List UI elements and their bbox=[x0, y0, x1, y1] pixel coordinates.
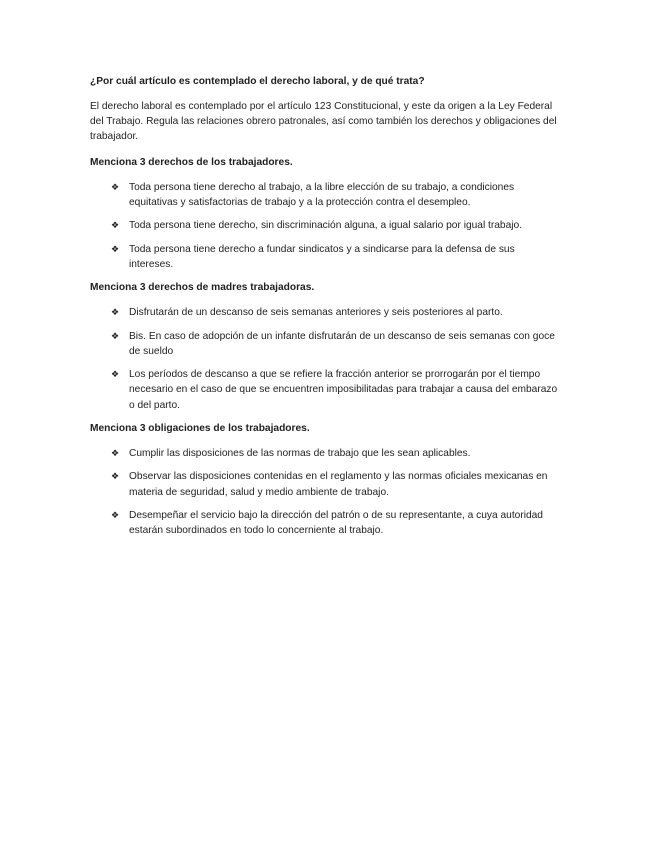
diamond-bullet-icon: ❖ bbox=[111, 447, 120, 458]
diamond-bullet-icon: ❖ bbox=[111, 471, 120, 482]
workers-rights-heading: Menciona 3 derechos de los trabajadores. bbox=[90, 156, 293, 168]
list-item bbox=[90, 508, 560, 538]
list-item bbox=[90, 329, 560, 359]
list-item-text: Toda persona tiene derecho, sin discriminación alguna, a igual salario por igual trabajo. bbox=[129, 220, 523, 232]
list-item-text: Toda persona tiene derecho al trabajo, a la libre elección de su trabajo, a condiciones equitativas y satisfactorias de trabajo y a la protección contra el desempleo. bbox=[129, 181, 515, 208]
list-item-text: Cumplir las disposiciones de las normas de trabajo que les sean aplicables. bbox=[129, 447, 471, 459]
list-item bbox=[90, 305, 560, 320]
diamond-bullet-icon: ❖ bbox=[111, 181, 120, 192]
list-item bbox=[90, 367, 560, 413]
question-heading: ¿Por cuál artículo es contemplado el derecho laboral, y de qué trata? bbox=[90, 76, 425, 87]
mothers-rights-list bbox=[90, 305, 560, 413]
diamond-bullet-icon: ❖ bbox=[111, 509, 120, 520]
diamond-bullet-icon: ❖ bbox=[111, 220, 120, 231]
obligations-list bbox=[90, 446, 560, 538]
list-item-text: Observar las disposiciones contenidas en el reglamento y las normas oficiales mexicanas en materia de seguridad, salud y medio ambiente de trabajo. bbox=[129, 471, 548, 498]
mothers-rights-heading: Menciona 3 derechos de madres trabajadoras. bbox=[90, 282, 315, 294]
obligations-heading: Menciona 3 obligaciones de los trabajadores. bbox=[90, 422, 310, 434]
diamond-bullet-icon: ❖ bbox=[111, 243, 120, 254]
answer-paragraph: El derecho laboral es contemplado por el artículo 123 Constitucional, y este da origen a la Ley Federal del Trabajo. Regula las relaciones obrero patronales, así como también los derechos y obligaciones del trabajador. bbox=[90, 101, 557, 143]
list-item bbox=[90, 446, 560, 461]
list-item bbox=[90, 218, 560, 233]
list-item-text: Disfrutarán de un descanso de seis semanas anteriores y seis posteriores al parto. bbox=[129, 307, 503, 319]
list-item-text: Toda persona tiene derecho a fundar sindicatos y a sindicarse para la defensa de sus intereses. bbox=[129, 243, 515, 270]
diamond-bullet-icon: ❖ bbox=[111, 369, 120, 380]
workers-rights-list bbox=[90, 180, 560, 272]
list-item bbox=[90, 180, 560, 210]
diamond-bullet-icon: ❖ bbox=[111, 330, 120, 341]
diamond-bullet-icon: ❖ bbox=[111, 307, 120, 318]
list-item-text: Los períodos de descanso a que se refiere la fracción anterior se prorrogarán por el tiempo necesario en el caso de que se encuentren imposibilitadas para trabajar a causa del embarazo o del parto. bbox=[129, 369, 558, 411]
list-item bbox=[90, 469, 560, 499]
list-item-text: Desempeñar el servicio bajo la dirección del patrón o de su representante, a cuya autoridad estarán subordinados en todo lo concerniente al trabajo. bbox=[129, 509, 543, 537]
list-item bbox=[90, 242, 560, 272]
list-item-text: Bis. En caso de adopción de un infante disfrutarán de un descanso de seis semanas con goce de sueldo bbox=[129, 330, 555, 357]
document-page bbox=[90, 74, 560, 547]
